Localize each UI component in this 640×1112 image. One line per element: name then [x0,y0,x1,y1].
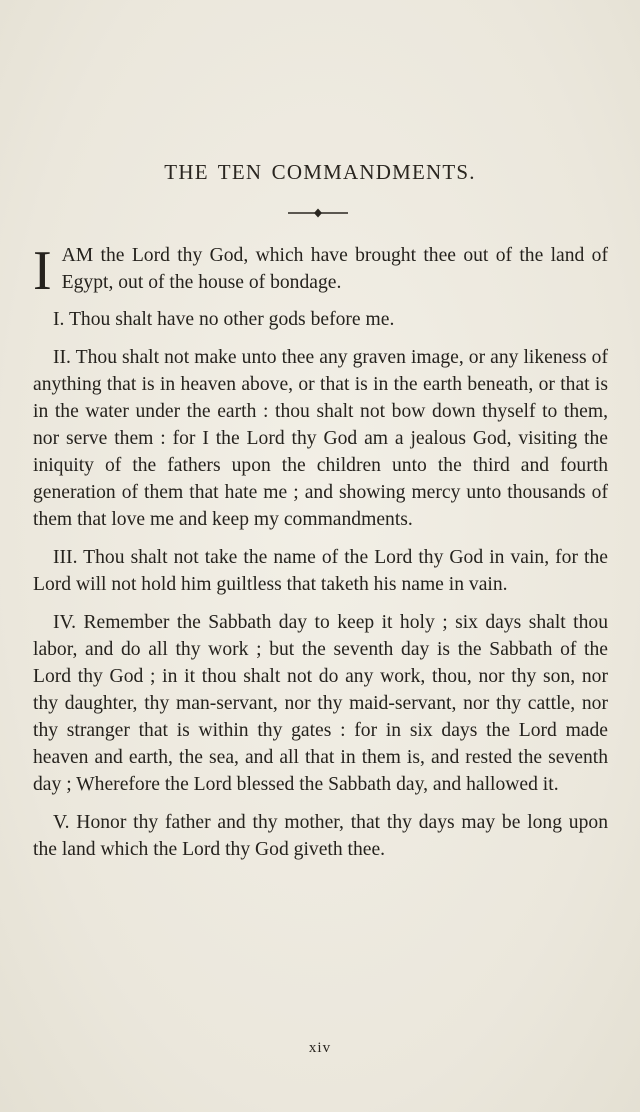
commandment-4: IV. Remember the Sabbath day to keep it holy ; six days shalt thou labor, and do all thy work ; but the seventh day is the Sabbath of the Lord thy God ; in it thou shalt not do any work, thou, nor thy son, nor thy daughter, thy man-servant, nor thy maid-servant, nor thy cattle, nor thy stranger that is within thy gates : for in six days the Lord made heaven and earth, the sea, and all that in them is, and rested the seventh day ; Wherefore the Lord blessed the Sabbath day, and hallowed it. [33,612,608,795]
page-title: THE TEN COMMANDMENTS. [164,160,476,184]
drop-cap: I [33,240,52,302]
rule-diamond-icon [288,207,348,219]
intro-text: AM the Lord thy God, which have brought thee out of the land of Egypt, out of the house of bondage. [61,245,608,293]
commandment-2: II. Thou shalt not make unto thee any graven image, or any likeness of anything that is in heaven above, or that is in the earth beneath, or that is in the water under the earth : thou shalt not bow down thyself to them, nor serve them : for I the Lord thy God am a jealous God, visiting the iniquity of the fathers upon the children unto the third and fourth generation of them that hate me ; and showing mercy unto thousands of them that love me and keep my commandments. [33,347,608,530]
commandments-text [33,242,608,874]
commandment-5: V. Honor thy father and thy mother, that thy days may be long upon the land which the Lord thy God giveth thee. [33,812,608,860]
page-number: xiv [308,1040,332,1056]
commandment-1: I. Thou shalt have no other gods before me. [53,309,395,330]
intro-paragraph [33,240,608,302]
commandment-3: III. Thou shalt not take the name of the Lord thy God in vain, for the Lord will not hold him guiltless that taketh his name in vain. [33,547,608,595]
